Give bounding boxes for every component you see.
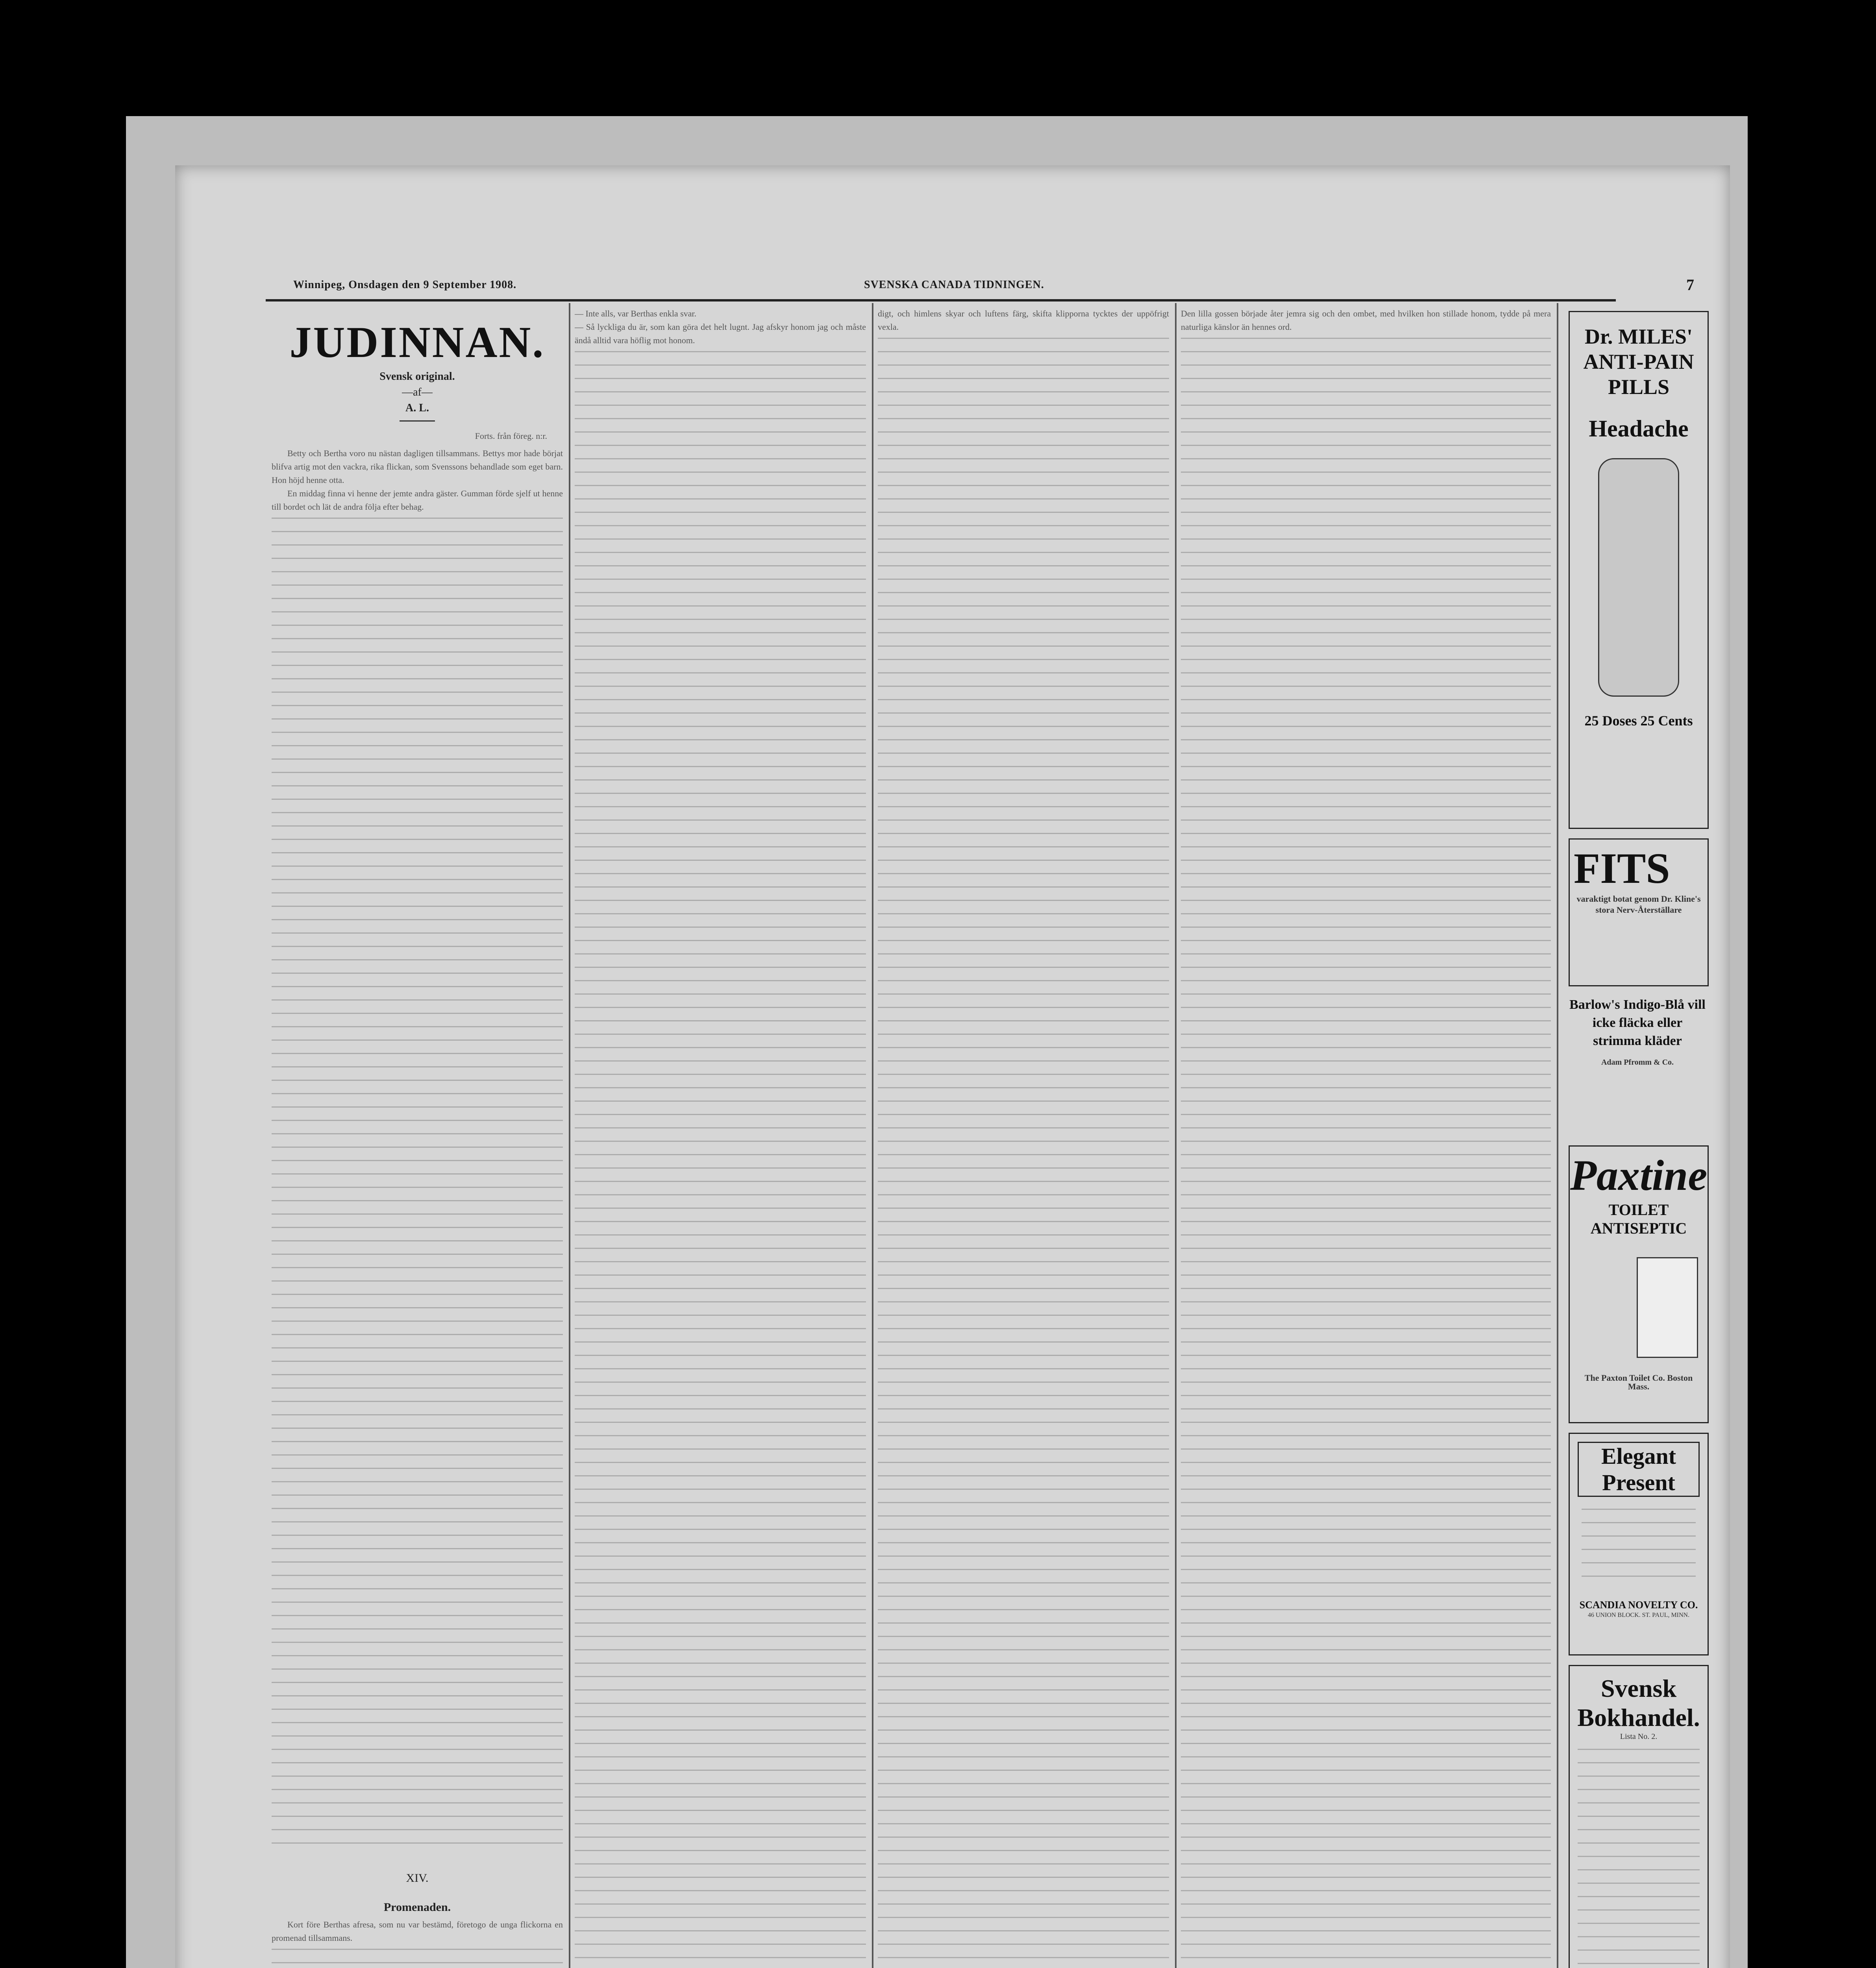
story-paragraph: — Så lyckliga du är, som kan göra det helt lugnt. Jag afskyr honom jag och måste ändå alltid vara höflig mot honom.	[575, 322, 866, 345]
ad-miles-title: Dr. MILES' ANTI-PAIN PILLS	[1583, 325, 1694, 399]
ad-elegant-title: Elegant Present	[1578, 1442, 1700, 1497]
body-text-block	[878, 338, 1169, 1968]
ad-paxtine-company: The Paxton Toilet Co. Boston Mass.	[1584, 1373, 1693, 1391]
story-by: —af—	[402, 386, 433, 398]
story-subtitle: Svensk original.	[379, 370, 455, 383]
story-paragraph: — Inte alls, var Berthas enkla svar.	[575, 309, 697, 318]
column-divider	[1557, 303, 1558, 1968]
story-title: JUDINNAN.	[289, 318, 545, 367]
hand-pill-illustration	[1598, 458, 1679, 697]
continued-note: Forts. från föreg. n:r.	[475, 431, 547, 441]
page-number: 7	[1686, 276, 1695, 294]
story-paragraph: Betty och Bertha voro nu nästan dagligen tillsammans. Bettys mor hade börjat blifva artig mot den vackra, rika flickan, som Svenssons behandlade som eget barn. Hon höjd henne otta.	[272, 448, 563, 485]
column-divider	[569, 303, 570, 1968]
body-text-block	[575, 351, 866, 1968]
ad-scandia-address: 46 UNION BLOCK. ST. PAUL, MINN.	[1587, 1612, 1690, 1618]
column-divider	[1175, 303, 1177, 1968]
header-rule	[266, 299, 1616, 301]
ad-fits-word: FITS	[1574, 844, 1670, 892]
column-4	[1181, 307, 1551, 1968]
ad-paxtine-sub: TOILET ANTISEPTIC	[1590, 1201, 1687, 1237]
body-text-block	[272, 1949, 563, 1968]
story-paragraph: En middag finna vi henne der jemte andra gäster. Gumman förde sjelf ut henne till bordet och lät de andra följa efter behag.	[272, 488, 563, 512]
body-text-block	[272, 518, 563, 1856]
column-3	[878, 307, 1169, 1968]
ad-elegant-present	[1569, 1433, 1709, 1655]
ad-barlow	[1569, 988, 1706, 1138]
ad-paxtine	[1569, 1145, 1709, 1423]
ad-svensk-bokhandel	[1569, 1665, 1709, 1968]
ad-miles-headache: Headache	[1589, 416, 1689, 442]
ad-miles-price: 25 Doses 25 Cents	[1584, 713, 1693, 729]
story-paragraph: Kort före Berthas afresa, som nu var bestämd, företogo de unga flickorna en promenad tillsammans.	[272, 1920, 563, 1943]
story-paragraph: Den lilla gossen började åter jemra sig och den ombet, med hvilken hon stillade honom, tydde på mera naturliga känslor än hennes ord.	[1181, 309, 1551, 332]
header-date: Winnipeg, Onsdagen den 9 September 1908.	[293, 279, 517, 291]
title-rule	[400, 420, 435, 422]
column-divider	[872, 303, 873, 1968]
ad-barlow-company: Adam Pfromm & Co.	[1601, 1058, 1674, 1067]
ad-fits-text: varaktigt botat genom Dr. Kline's stora Nerv-Återställare	[1576, 894, 1701, 915]
header-title: SVENSKA CANADA TIDNINGEN.	[864, 279, 1044, 291]
chapter-title: Promenaden.	[383, 1901, 451, 1914]
story-author: A. L.	[405, 402, 429, 414]
column-1	[272, 307, 563, 1968]
story-paragraph: digt, och himlens skyar och luftens färg, skifta klipporna tycktes der uppöfrigt vexla.	[878, 309, 1169, 332]
newspaper-page	[175, 165, 1730, 1968]
ad-paxtine-logo: Paxtine	[1570, 1151, 1708, 1199]
paxtine-tin-illustration	[1637, 1257, 1698, 1358]
column-2	[575, 307, 866, 1968]
ad-bokhandel-booklist	[1578, 1749, 1700, 1968]
ad-bokhandel-title: Svensk Bokhandel.	[1577, 1674, 1700, 1731]
ad-elegant-text	[1582, 1509, 1696, 1587]
ad-miles-pills	[1569, 311, 1709, 829]
ad-scandia-name: SCANDIA NOVELTY CO.	[1579, 1599, 1698, 1611]
page-header	[293, 272, 1695, 299]
ad-bokhandel-list: Lista No. 2.	[1620, 1732, 1658, 1741]
body-text-block	[1181, 338, 1551, 1968]
ad-barlow-title: Barlow's Indigo-Blå vill icke fläcka eller strimma kläder	[1569, 997, 1706, 1048]
chapter-number: XIV.	[406, 1872, 429, 1885]
advertisements-column	[1569, 311, 1706, 1968]
ad-fits	[1569, 838, 1709, 986]
